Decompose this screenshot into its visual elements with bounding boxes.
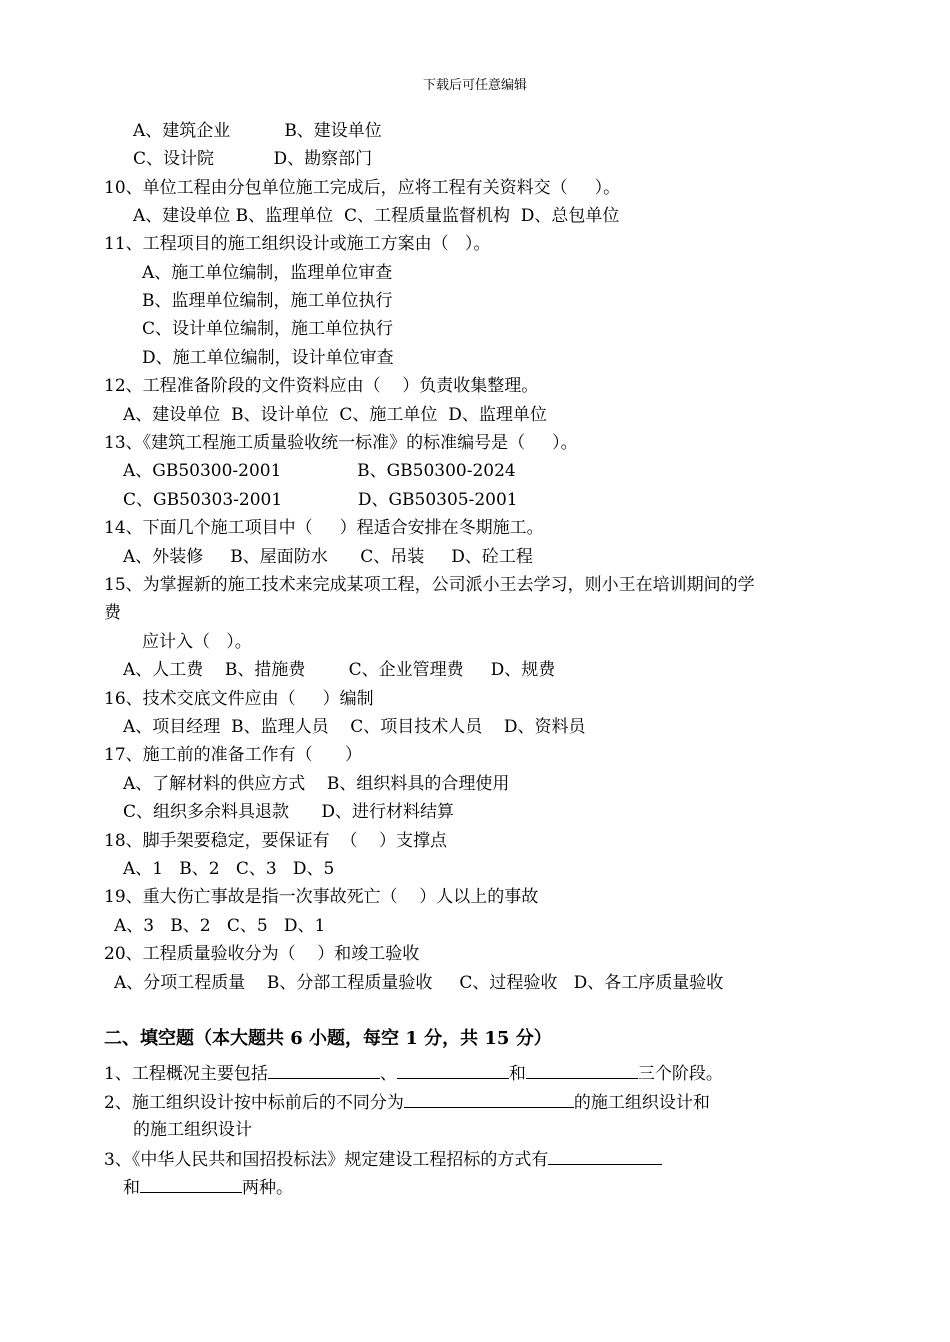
list-item: C、设计院 D、勘察部门 bbox=[133, 149, 373, 169]
list-item: D、施工单位编制，设计单位审查 bbox=[142, 348, 394, 368]
list-item: 18、脚手架要稳定，要保证有 （ ）支撑点 bbox=[104, 831, 448, 851]
list-item: 19、重大伤亡事故是指一次事故死亡（ ）人以上的事故 bbox=[104, 887, 539, 907]
list-item: 费 bbox=[104, 603, 121, 623]
list-item: A、1 B、2 C、3 D、5 bbox=[123, 859, 335, 879]
fill-question-1: 1、工程概况主要包括 、 和 三个阶段。 bbox=[104, 1064, 723, 1084]
fill-question-2-cont: 的施工组织设计 bbox=[133, 1120, 252, 1140]
list-item: 10、单位工程由分包单位施工完成后，应将工程有关资料交（ ）。 bbox=[104, 178, 621, 198]
fill-question-2: 2、施工组织设计按中标前后的不同分为 的施工组织设计和 bbox=[104, 1093, 710, 1113]
answer-blank[interactable] bbox=[404, 1091, 574, 1108]
list-item: A、了解材料的供应方式 B、组织料具的合理使用 bbox=[123, 774, 510, 794]
list-item: A、分项工程质量 B、分部工程质量验收 C、过程验收 D、各工序质量验收 bbox=[114, 973, 724, 993]
list-item: A、项目经理 B、监理人员 C、项目技术人员 D、资料员 bbox=[123, 717, 586, 737]
list-item: 17、施工前的准备工作有（ ） bbox=[104, 745, 363, 765]
list-item: 16、技术交底文件应由（ ）编制 bbox=[104, 689, 374, 709]
list-item: C、组织多余料具退款 D、进行材料结算 bbox=[123, 802, 455, 822]
list-item: 12、工程准备阶段的文件资料应由（ ）负责收集整理。 bbox=[104, 376, 539, 396]
list-item: B、监理单位编制，施工单位执行 bbox=[142, 291, 393, 311]
list-item: 应计入（ ）。 bbox=[142, 632, 252, 652]
fill-question-3: 3、《中华人民共和国招投标法》规定建设工程招标的方式有 bbox=[104, 1148, 662, 1171]
list-item: 11、工程项目的施工组织设计或施工方案由（ ）。 bbox=[104, 234, 491, 254]
list-item: A、建筑企业 B、建设单位 bbox=[133, 121, 382, 141]
section-title: 二、填空题（本大题共 6 小题，每空 1 分，共 15 分） bbox=[104, 1028, 552, 1049]
answer-blank[interactable] bbox=[397, 1062, 509, 1079]
list-item: A、外装修 B、屋面防水 C、吊装 D、砼工程 bbox=[123, 547, 533, 567]
list-item: 13、《建筑工程施工质量验收统一标准》的标准编号是（ ）。 bbox=[104, 433, 578, 453]
fill-question-3-cont: 和 两种。 bbox=[123, 1178, 293, 1198]
list-item: 20、工程质量验收分为（ ）和竣工验收 bbox=[104, 944, 420, 964]
list-item: A、建设单位 B、设计单位 C、施工单位 D、监理单位 bbox=[123, 405, 547, 425]
list-item: A、3 B、2 C、5 D、1 bbox=[114, 916, 326, 936]
list-item: A、人工费 B、措施费 C、企业管理费 D、规费 bbox=[123, 660, 556, 680]
list-item: A、施工单位编制，监理单位审查 bbox=[142, 263, 393, 283]
list-item: C、GB50303-2001 D、GB50305-2001 bbox=[123, 490, 518, 510]
list-item: A、GB50300-2001 B、GB50300-2024 bbox=[123, 461, 516, 481]
list-item: 14、下面几个施工项目中（ ）程适合安排在冬期施工。 bbox=[104, 518, 544, 538]
answer-blank[interactable] bbox=[140, 1176, 242, 1193]
list-item: C、设计单位编制，施工单位执行 bbox=[142, 319, 394, 339]
list-item: A、建设单位 B、监理单位 C、工程质量监督机构 D、总包单位 bbox=[133, 206, 620, 226]
page-header: 下载后可任意编辑 bbox=[422, 78, 527, 93]
answer-blank[interactable] bbox=[268, 1062, 380, 1079]
answer-blank[interactable] bbox=[548, 1148, 662, 1165]
answer-blank[interactable] bbox=[526, 1062, 638, 1079]
list-item: 15、为掌握新的施工技术来完成某项工程，公司派小王去学习，则小王在培训期间的学 bbox=[104, 575, 755, 595]
